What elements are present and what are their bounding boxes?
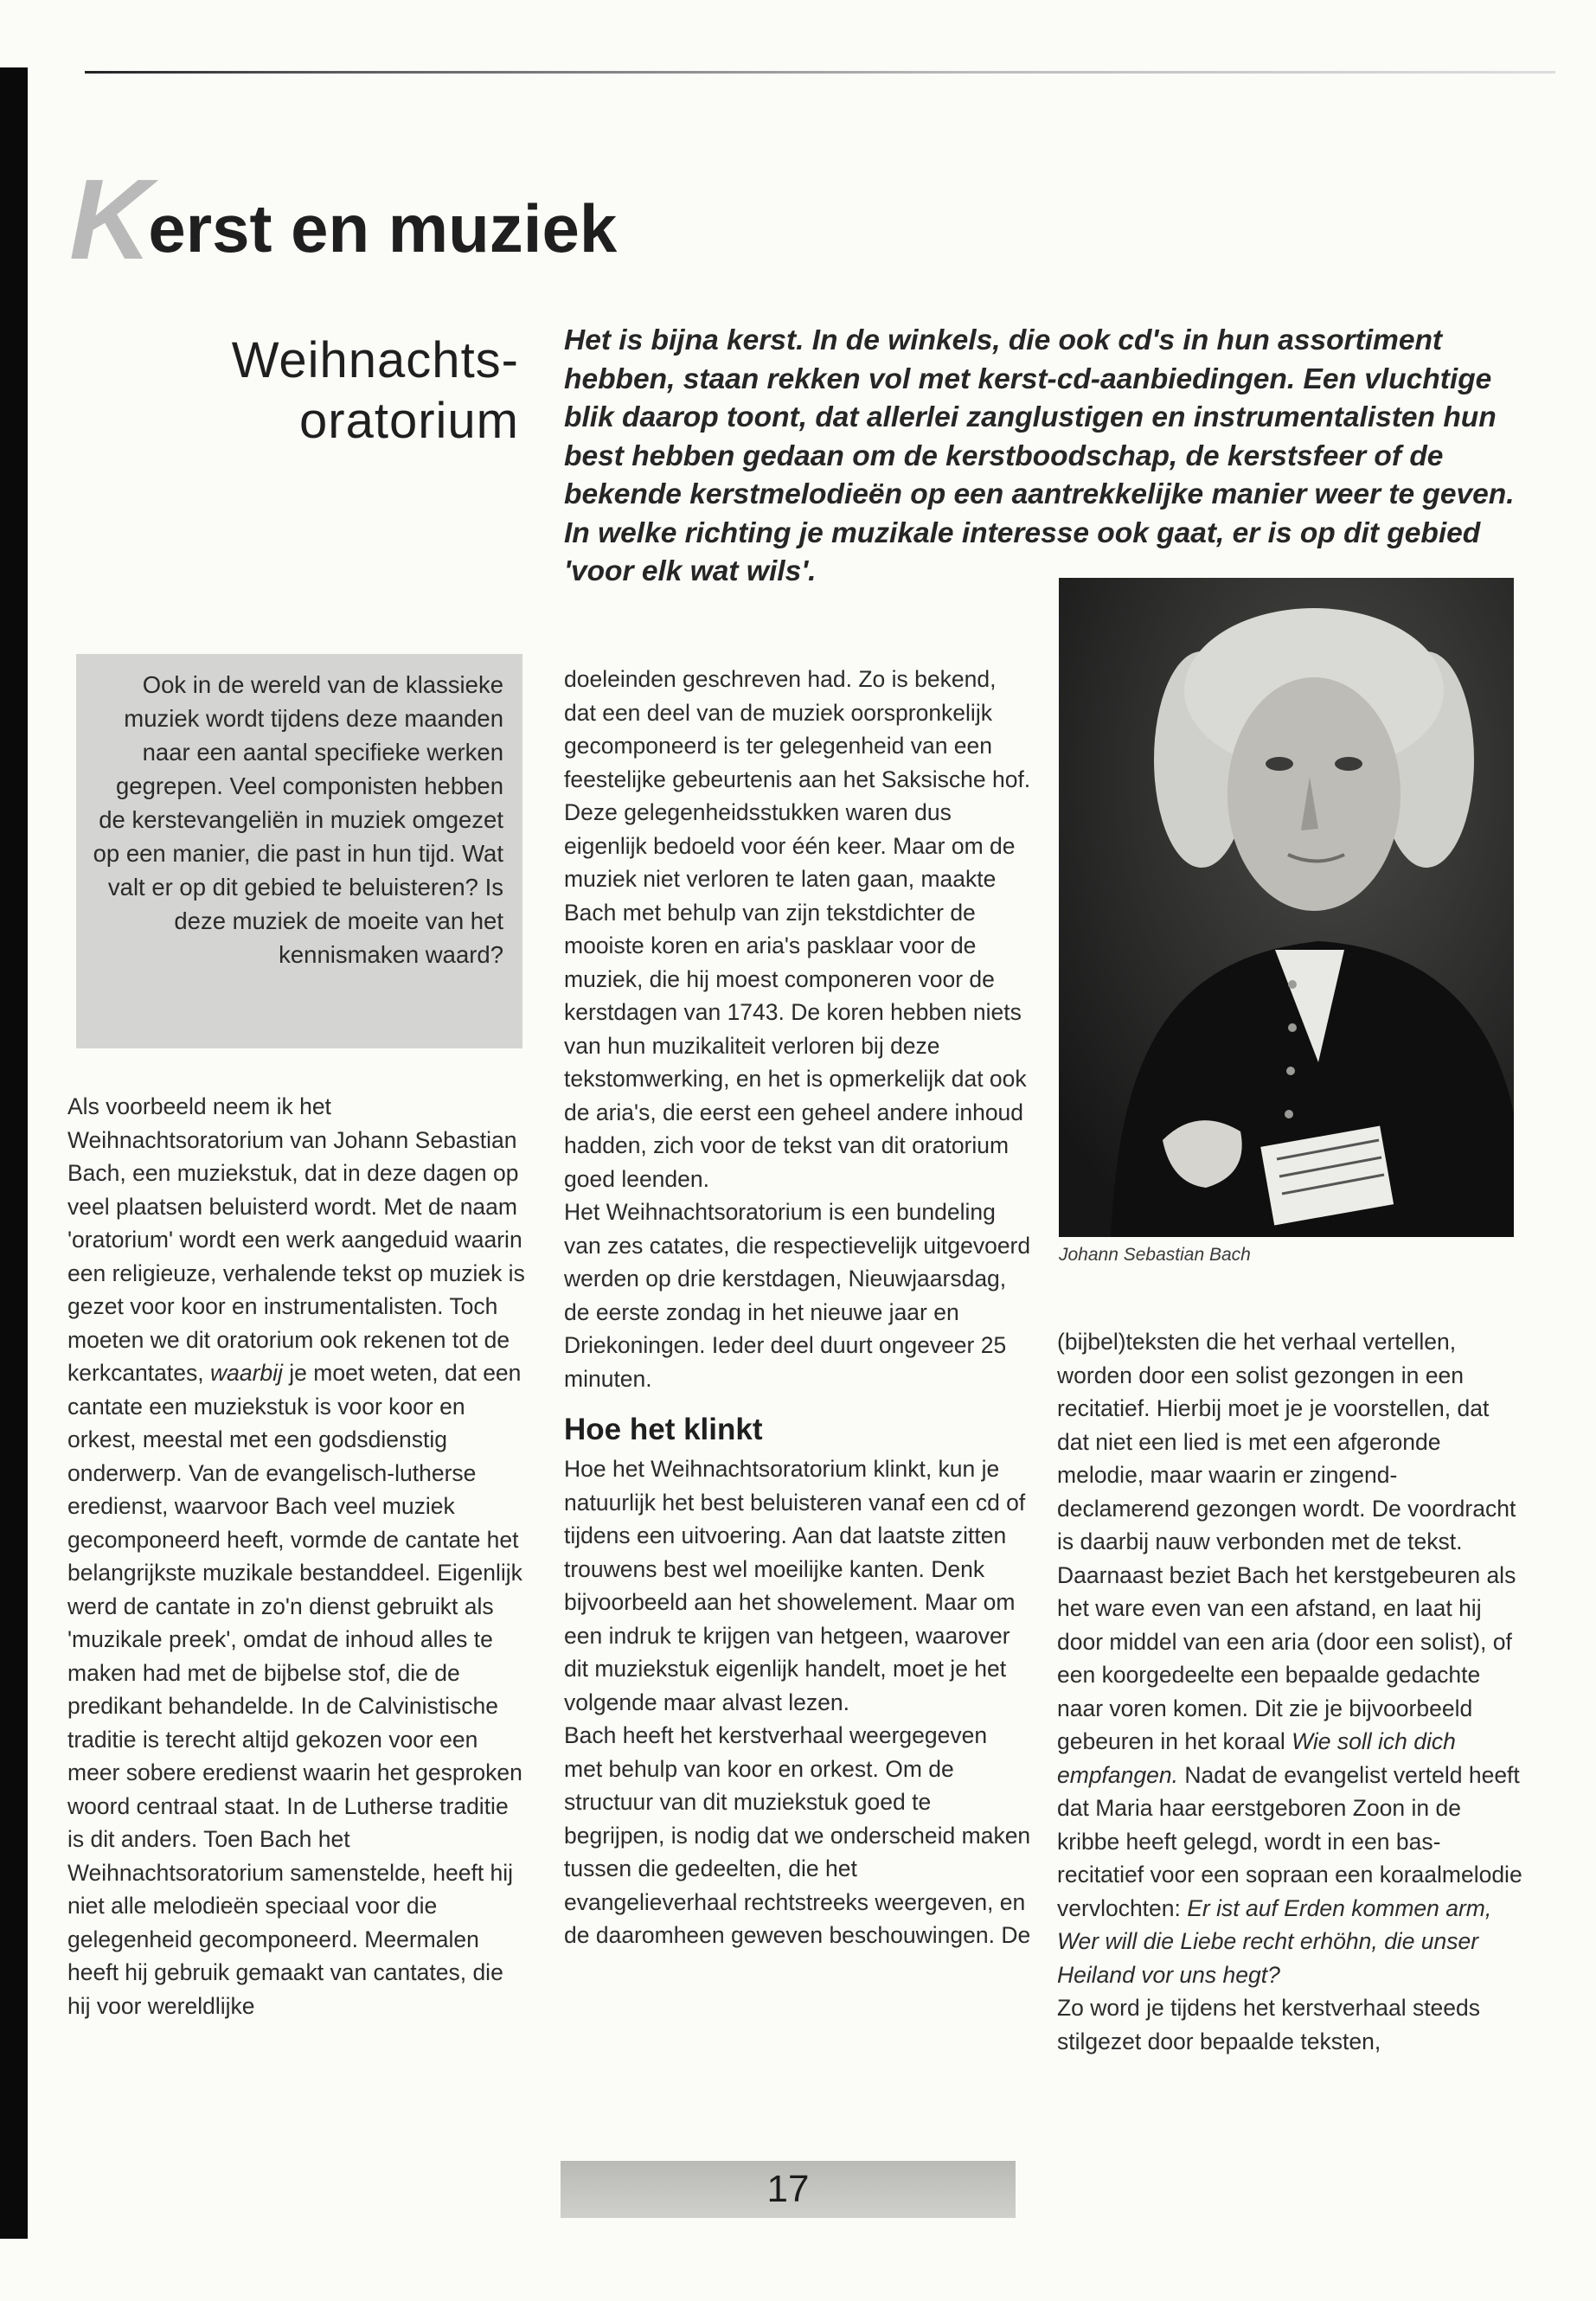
sidebar-text: Ook in de wereld van de klassieke muziek wordt tijdens deze maanden naar een aantal specifieke werken gegrepen. Veel componisten hebben de kerstevangeliën in muziek omgezet op een manier, die past in hun tijd. Wat valt er op dit gebied te beluisteren? Is deze muziek de moeite van het kennismaken waard? <box>93 671 503 968</box>
column-1 <box>67 1090 528 2022</box>
paragraph: Hoe het Weihnachtsoratorium klinkt, kun je natuurlijk het best beluisteren vanaf een cd of tijdens een uitvoering. Aan dat laatste zitten trouwens best wel moeilijke kanten. Denk bijvoorbeeld aan het showelement. Maar om een indruk te krijgen van hetgeen, waarover dit muziekstuk eigenlijk handelt, moet je het volgende maar alvast lezen. <box>564 1456 1026 1715</box>
top-rule <box>85 71 1555 74</box>
subtitle-line2: oratorium <box>299 393 519 449</box>
title-initial: K <box>69 156 152 283</box>
page-number-box <box>561 2161 1016 2218</box>
italic-text: waarbij <box>209 1360 283 1386</box>
article-subtitle <box>112 330 519 452</box>
paragraph: doeleinden geschreven had. Zo is bekend, dat een deel van de muziek oorspronkelijk gecomponeerd is ter gelegenheid van een feestelijke gebeurtenis aan het Saksische hof. Deze gelegenheidsstukken waren dus eigenlijk bedoeld voor één keer. Maar om de muziek niet verloren te laten gaan, maakte Bach met behulp van zijn tekstdichter de mooiste koren en aria's pasklaar voor de muziek, die hij moest componeren voor de kerstdagen van 1743. De koren hebben niets van hun muzikaliteit verloren bij deze tekstomwerking, en het is opmerkelijk dat ook de aria's, die eerst een geheel andere inhoud hadden, zich voor de tekst van dit oratorium goed leenden. <box>564 666 1031 1192</box>
bach-portrait-image <box>1059 578 1514 1237</box>
column-2 <box>564 663 1031 1952</box>
italic-text: Wie soll ich dich empfangen. <box>1057 1728 1456 1788</box>
section-heading: Hoe het klinkt <box>564 1413 763 1446</box>
paragraph: Zo word je tijdens het kerstverhaal steeds stilgezet door bepaalde teksten, <box>1057 1995 1481 2054</box>
text-run: Nadat de evangelist verteld heeft dat Maria haar eerstgeboren Zoon in de kribbe heeft gelegd, wordt in een bas-recitatief voor een sopraan een koraalmelodie vervlochten: <box>1057 1761 1522 1921</box>
paragraph: Bach heeft het kerstverhaal weergegeven met behulp van koor en orkest. Om de structuur van dit muziekstuk goed te begrijpen, is nodig dat we onderscheid maken tussen die gedeelten, die het evangelieverhaal rechtstreeks weergeven, en de daaromheen geweven beschouwingen. De <box>564 1722 1031 1948</box>
scan-edge-bar <box>0 67 28 2239</box>
intro-paragraph: Het is bijna kerst. In de winkels, die ook cd's in hun assortiment hebben, staan rekken vol met kerst-cd-aanbiedingen. Een vluchtige blik daarop toont, dat allerlei zanglustigen en instrumentalisten hun best hebben gedaan om de kerstboodschap, de kerstsfeer of de bekende kerstmelodieën op een aantrekkelijke manier weer te geven. In welke richting je muzikale interesse ook gaat, er is op dit gebied 'voor elk wat wils'. <box>564 324 1515 587</box>
column-3 <box>1057 1325 1524 2058</box>
text-run: Daarnaast beziet Bach het kerstgebeuren als het ware even van een afstand, en laat hij door middel van een aria (door een solist), of een koorgedeelte een bepaalde gedachte naar voren komen. Dit zie je bijvoorbeeld gebeuren in het koraal <box>1057 1561 1516 1754</box>
text-run: Als voorbeeld neem ik het Weihnachtsoratorium van Johann Sebastian Bach, een muziekstuk, dat in deze dagen op veel plaatsen beluisterd wordt. Met de naam 'oratorium' wordt een werk aangeduid waarin een religieuze, verhalende tekst op muziek is gezet voor koor en instrumentalisten. Toch moeten we dit oratorium ook rekenen tot de kerkcantates, <box>67 1093 525 1386</box>
paragraph: Het Weihnachtsoratorium is een bundeling van zes catates, die respectievelijk uitgevoerd werden op drie kerstdagen, Nieuwjaarsdag, de eerste zondag in het nieuwe jaar en Driekoningen. Ieder deel duurt ongeveer 25 minuten. <box>564 1199 1031 1392</box>
subtitle-line1: Weihnachts- <box>231 332 519 388</box>
title-rest: erst en muziek <box>148 190 618 266</box>
italic-text: Er ist auf Erden kommen arm, Wer will die Liebe recht erhöhn, die unser Heiland vor uns hegt? <box>1057 1894 1492 1988</box>
article-title <box>69 156 618 283</box>
sidebar-box <box>76 654 522 1048</box>
text-run: je moet weten, dat een cantate een muziekstuk is voor koor en orkest, meestal met een godsdienstig onderwerp. Van de evangelisch-lutherse eredienst, waarvoor Bach veel muziek gecomponeerd heeft, vormde de cantate het belangrijkste muzikale bestanddeel. Eigenlijk werd de cantate in zo'n dienst gebruikt als 'muzikale preek', omdat de inhoud alles te maken had met de bijbelse stof, die de predikant behandelde. In de Calvinistische traditie is terecht altijd gekozen voor een meer sobere eredienst waarin het gesproken woord centraal staat. In de Lutherse traditie is dit anders. Toen Bach het Weihnachtsoratorium samenstelde, heeft hij niet alle melodieën speciaal voor die gelegenheid gecomponeerd. Meermalen heeft hij gebruik gemaakt van cantates, die hij voor wereldlijke <box>67 1360 522 2019</box>
paragraph <box>67 1090 528 2022</box>
paragraph <box>1057 1559 1524 1992</box>
paragraph: (bijbel)teksten die het verhaal vertellen, worden door een solist gezongen in een recitatief. Hierbij moet je je voorstellen, dat dat niet een lied is met een afgeronde melodie, maar waarin er zingend-declamerend gezongen wordt. De voordracht is daarbij nauw verbonden met de tekst. <box>1057 1329 1516 1554</box>
portrait-caption: Johann Sebastian Bach <box>1059 1245 1251 1265</box>
page-number: 17 <box>766 2168 810 2210</box>
